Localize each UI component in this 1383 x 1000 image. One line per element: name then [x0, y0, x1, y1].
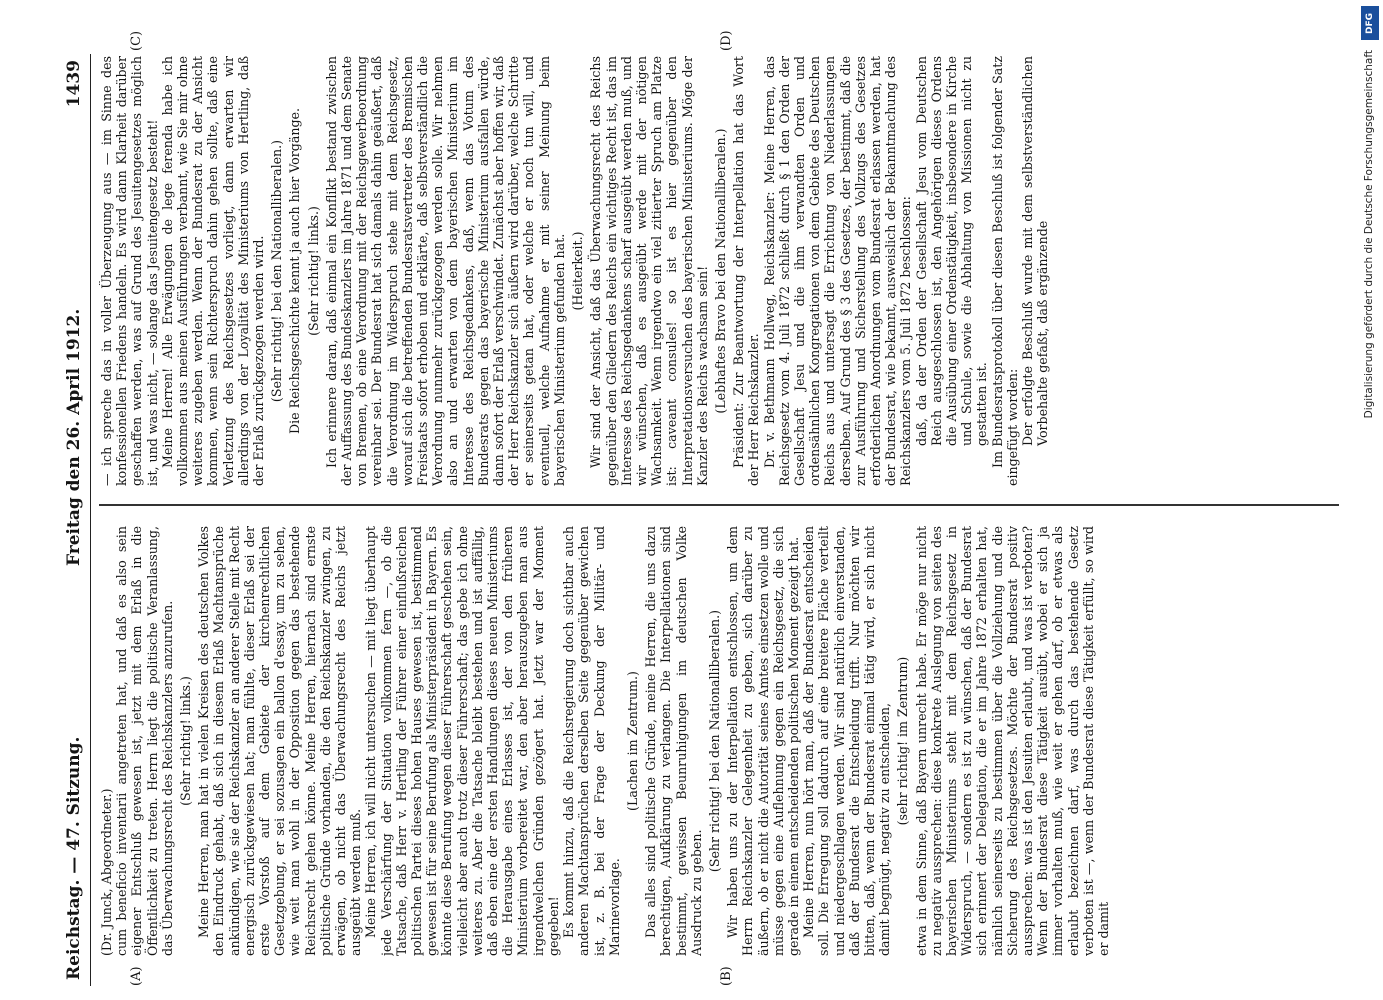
paragraph: cum beneficio inventarii angetreten hat, und daß es also sein eigener Entschluß gewesen ist, jetzt mit dem Erlaß in die Öffentlichkeit zu treten. Herrn liegt die politische Veranlassung, das Überwachungsrecht des Reichskanzlers anzurufen.: [114, 526, 175, 956]
columns: [99, 30, 1339, 986]
paragraph: Meine Herren, nun hört man, daß der Bundesrat entscheiden soll. Die Erregung soll dadurch auf eine breitere Fläche verteilt und niedergeschlagen werden. Wir sind natürlich einverstanden, daß der Bundesrat die Entscheidung trifft. Nur möchten wir bitten, daß, wenn der Bundesrat einmal tätig wird, er sich nicht damit begnügt, negativ zu entscheiden,: [801, 526, 893, 956]
header-session: Reichstag. — 47. Sitzung.: [64, 736, 84, 980]
interjection: (Lachen im Zentrum.): [624, 671, 640, 811]
dfg-logo-icon: DFG: [1361, 6, 1379, 40]
chancellor-speech: Dr. v. Bethmann Hollweg, Reichskanzler: Meine Herren, das Reichsgesetz vom 4. Juli 1872 schließt durch § 1 den Orden der Gesellschaft Jesu und die ihm verwandten Orden und ordensähnlichen Kongregationen von dem Gebiete des Deutschen Reichs aus und untersagt die Errichtung von Niederlassungen derselben. Auf Grund des § 3 des Gesetzes, der bestimmt, daß die zur Ausführung und Sicherstellung des Vollzugs des Gesetzes erforderlichen Anordnungen vom Bundesrat erlassen werden, hat der Bundesrat, wie bekannt, ausweislich der Bekanntmachung des Reichskanzlers vom 5. Juli 1872 beschlossen:: [761, 56, 914, 486]
interjection: (Sehr richtig! bei den Nationalliberalen.): [269, 139, 285, 403]
interjection: (Sehr richtig! bei den Nationalliberalen.): [706, 609, 722, 873]
paragraph: Ich erinnere daran, daß einmal ein Konflikt bestand zwischen der Auffassung des Bundeskanzlers im Jahre 1871 und dem Senate von Bremen, ob eine Verordnung mit der Reichsgewerbeordnung vereinbar sei. Der Bundesrat hat sich damals dahin geäußert, daß die Verordnung im Widerspruch stehe mit dem Reichsgesetz, worauf sich die betreffenden Bundesratsvertreter des Bremischen Freistaats sofort erhoben und erklärte, daß selbstverständlich die Verordnung nunmehr zurückgezogen werden solle. Wir nehmen also an und erwarten von dem bayerischen Ministerium im Interesse des Reichsgedankens, daß, wenn das Votum des Bundesrats gegen das bayerische Ministerium ausfallen würde, dann sofort der Erlaß verschwindet. Zunächst aber hoffen wir, daß der Herr Reichskanzler sich äußern wird darüber, welche Schritte er seinerseits getan hat, oder welche er noch tun will, und eventuell, welche Aufnahme er mit seiner Meinung beim bayerischen Ministerium gefunden hat.: [323, 56, 567, 486]
speaker-reference: (Dr. Junck, Abgeordneter.): [99, 788, 114, 956]
interjection: (Heiterkeit.): [570, 231, 586, 311]
paragraph: Das alles sind politische Gründe, meine Herren, die uns dazu berechtigen, Aufklärung zu verlangen. Die Interpellationen sind bestimmt, gewissen Beunruhigungen im deutschen Volke Ausdruck zu geben.: [643, 526, 704, 956]
paragraph: Im Bundesratsprotokoll über diesen Beschluß ist folgender Satz eingefügt worden:: [989, 56, 1020, 486]
right-column: [99, 56, 1339, 486]
digitization-credit: Digitalisierung gefördert durch die Deutsche Forschungsgemeinschaft: [1363, 50, 1375, 419]
paragraph: Wir sind der Ansicht, daß das Überwachungsrecht des Reichs gegenüber den Gliedern des Reichs ein wichtiges Recht ist, das im Interesse des Reichsgedankens scharf ausgeübt werden muß, und wir wünschen, daß es ausgeübt werde mit der nötigen Wachsamkeit. Wenn irgendwo ein viel zitierter Spruch am Platze ist: caveant consules! so ist es hier gegenüber den Interpretationsversuchen des bayerischen Ministeriums. Möge der Kanzler des Reichs wachsam sein!: [588, 56, 710, 486]
quoted-protocol: Der erfolgte Beschluß wurde mit dem selbstverständlichen Vorbehalte gefaßt, daß ergänzende: [1019, 56, 1051, 446]
interjection: (Sehr richtig! links.): [178, 676, 194, 806]
paragraph: Meine Herren, ich will nicht untersuchen — mit liegt überhaupt jede Verschärfung der Situation vollkommen fern —, ob die Tatsache, daß Herr v. Hertling der Führer einer einflußreichen politischen Partei dieses hohen Hauses gewesen ist, bestimmend gewesen ist für seine Berufung als Ministerpräsident in Bayern. Es könnte diese Berufung wegen dieser Führerschaft geschehen sein, vielleicht aber auch trotz dieser Führerschaft; das gebe ich ohne weiteres zu. Aber die Tatsache bleibt bestehen und ist auffällig, daß eben eine der ersten Handlungen dieses neuen Ministeriums die Herausgabe eines Erlasses ist, der von den früheren Ministerium vorbereitet war, den aber herauszugeben man aus irgendwelchen Gründen gezögert hat. Jetzt war der Moment gegeben!: [363, 526, 561, 956]
column-divider: [99, 504, 1339, 506]
interjection: (Sehr richtig! links.): [305, 206, 321, 336]
paragraph: Wir haben uns zu der Interpellation entschlossen, um dem Herrn Reichskanzler Gelegenheit zu geben, sich darüber zu äußern, ob er nicht die Autorität seines Amtes einsetzen wolle und müsse gegen eine Auflehnung gegen ein Reichsgesetz, die sich gerade in einem entscheidenden politischen Moment gezeigt hat.: [725, 526, 801, 956]
rotated-page: [40, 30, 1350, 1000]
left-column: [99, 526, 1339, 956]
page-number: 1439: [64, 60, 84, 108]
marker-a: (A): [129, 966, 144, 986]
president-statement: Präsident: Zur Beantwortung der Interpellation hat das Wort der Herr Reichskanzler.: [731, 56, 762, 486]
paragraph: Es kommt hinzu, daß die Reichsregierung doch sichtbar auch anderen Machtansprüchen derselben Seite gegenüber gewichen ist, z. B. bei der Frage der Deckung der Militär- und Marinevorlage.: [561, 526, 622, 956]
dfg-sidebar: [1359, 0, 1381, 1000]
marker-b: (B): [719, 966, 734, 986]
paragraph: — ich spreche das in voller Überzeugung aus — im Sinne des konfessionellen Friedens handeln. Es wird dann Klarheit darüber geschaffen werden, was auf Grund des Jesuitengesetzes möglich ist, und was nicht, — solange das Jesuitengesetz besteht!: [99, 56, 160, 486]
interjection: (Lebhaftes Bravo bei den Nationalliberalen.): [712, 128, 728, 414]
interjection: (sehr richtig! im Zentrum): [895, 656, 911, 826]
paragraph: Die Reichsgeschichte kennt ja auch hier Vorgänge.: [287, 108, 303, 434]
paragraph: etwa in dem Sinne, daß Bayern unrecht habe. Er möge nur nicht zu negativ aussprechen: diese konkrete Auslegung von seiten des bayerischen Ministeriums steht mit dem Reichsgesetz in Widerspruch, — sondern es ist zu wünschen, daß der Bundesrat sich erinnert der Delegation, die er im Jahre 1872 erhalten hat, nämlich seinerseits zu bestimmen über die Vollziehung und die Sicherung des Reichsgesetzes. Möchte der Bundesrat positiv aussprechen: was ist den Jesuiten erlaubt, und was ist verboten? Wenn der Bundesrat diese Tätigkeit ausübt, wobei er sich ja immer vorhalten muß, wie weit er gehen darf, ob er etwas als erlaubt bezeichnen darf, was durch das bestehende Gesetz verboten ist —, wenn der Bundesrat diese Tätigkeit erfüllt, so wird er damit: [913, 526, 1111, 956]
header-date: Freitag den 26. April 1912.: [64, 308, 84, 566]
quoted-resolution: daß, da der Orden der Gesellschaft Jesu vom Deutschen Reich ausgeschlossen ist, den Angehörigen dieses Ordens die Ausübung einer Ordenstätigkeit, insbesondere in Kirche und Schule, sowie die Abhaltung von Missionen nicht zu gestatten ist.: [913, 56, 990, 446]
paragraph: Meine Herren, man hat in vielen Kreisen des deutschen Volkes den Eindruck gehabt, daß sich in diesem Erlaß Machtansprüche ankündigen, wie sie der Reichskanzler an anderer Stelle mit Recht energisch zurückgewiesen hat; man fühlte, dieser Erlaß sei der erste Vorstoß auf dem Gebiete der kirchenrechtlichen Gesetzgebung, er sei sozusagen ein ballon d'essay, um zu sehen, wie weit man wohl in der Opposition gegen das bestehende Reichsrecht gehen könne. Meine Herren, hiernach sind ernste politische Gründe vorhanden, die den Reichskanzler zwingen, zu erwägen, ob nicht das Überwachungsrecht des Reichs jetzt ausgeübt werden muß.: [196, 526, 364, 956]
paragraph: Meine Herren! Alle Erwägungen de lege ferenda habe ich vollkommen aus meinen Ausführungen verbannt, wie Sie mir ohne weiteres zugeben werden. Wenn der Bundesrat zu der Ansicht kommen, wenn sein Richterspruch dahin gehen sollte, daß eine Verletzung des Reichsgesetzes vorliegt, dann erwarten wir allerdings von der Loyalität des Ministeriums von Hertling, daß der Erlaß zurückgezogen werden wird.: [159, 56, 267, 486]
running-header: [60, 54, 91, 986]
marker-c: (C): [129, 30, 144, 51]
marker-d: (D): [719, 30, 734, 51]
